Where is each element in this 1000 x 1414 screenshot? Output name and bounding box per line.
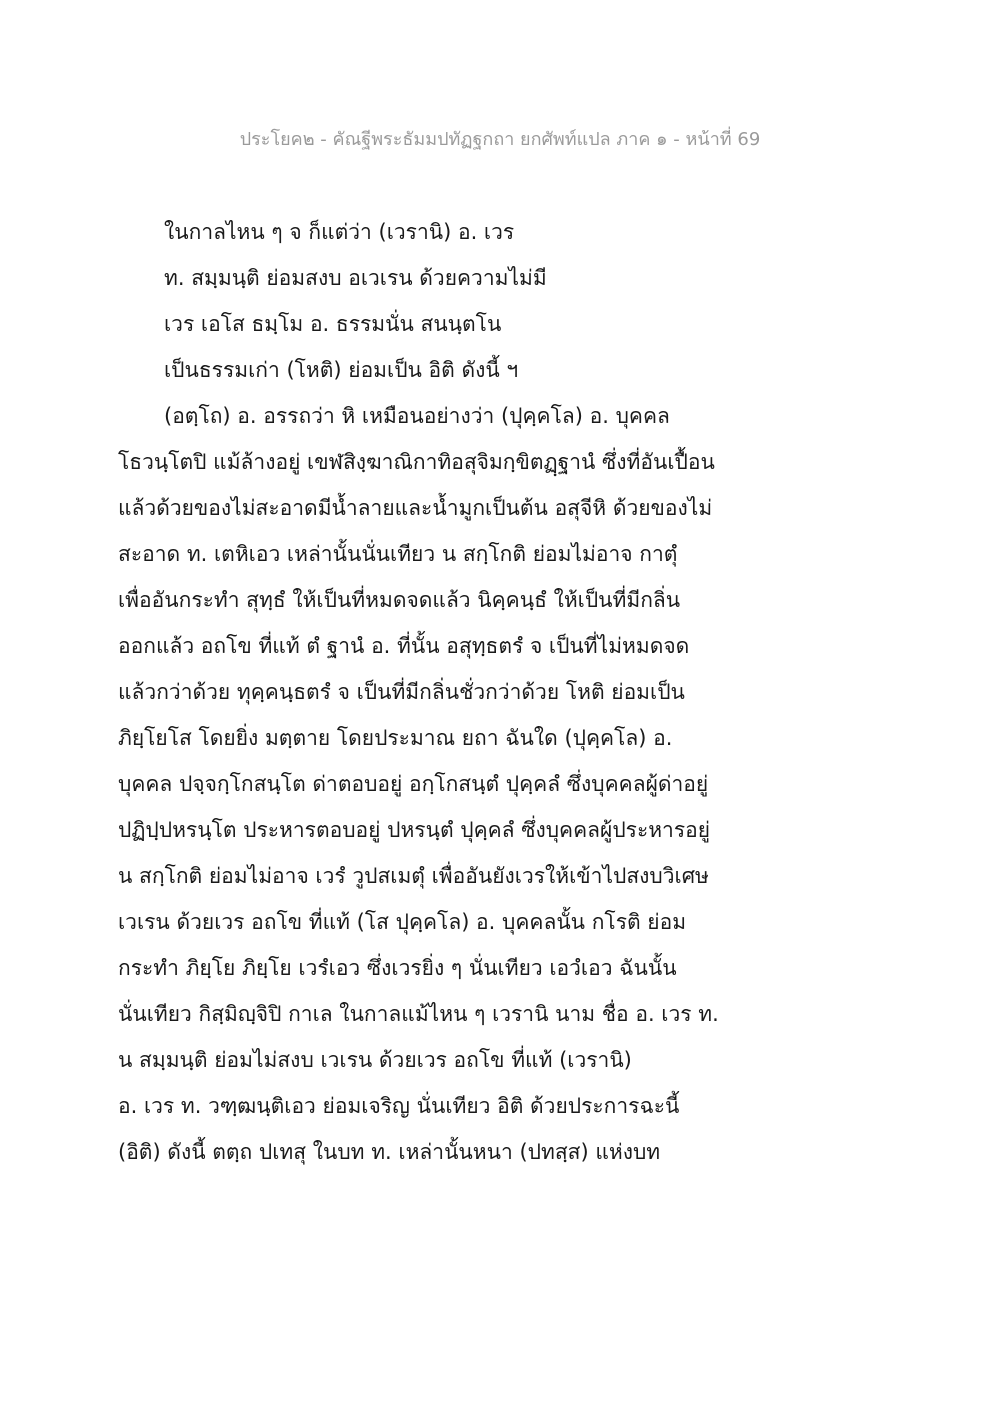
text-line: แล้วด้วยของไม่สะอาดมีน้ำลายและน้ำมูกเป็นต้น อสุจีหิ ด้วยของไม่ bbox=[118, 496, 713, 520]
text-line: บุคคล ปจฺจกฺโกสนฺโต ด่าตอบอยู่ อกฺโกสนฺตํ ปุคฺคลํ ซึ่งบุคคลผู้ด่าอยู่ bbox=[118, 772, 709, 796]
text-line: โธวนฺโตปิ แม้ล้างอยู่ เขฬสิงฺฆาณิกาทิอสุจิมกฺขิตฏฺฐานํ ซึ่งที่อันเปื้อน bbox=[118, 450, 715, 474]
text-line: (อิติ) ดังนี้ ตตฺถ ปเทสุ ในบท ท. เหล่านั้นหนา (ปทสฺส) แห่งบท bbox=[118, 1140, 661, 1164]
text-line: (อตฺโถ) อ. อรรถว่า หิ เหมือนอย่างว่า (ปุคฺคโล) อ. บุคคล bbox=[164, 404, 670, 428]
text-line: ออกแล้ว อถโข ที่แท้ ตํ ฐานํ อ. ที่นั้น อสุทฺธตรํ จ เป็นที่ไม่หมดจด bbox=[118, 634, 690, 658]
text-line: อ. เวร ท. วฑฺฒนฺติเอว ย่อมเจริญ นั่นเทียว อิติ ด้วยประการฉะนี้ bbox=[118, 1094, 680, 1118]
text-line: เวร เอโส ธมฺโม อ. ธรรมนั่น สนนฺตโน bbox=[164, 312, 502, 336]
text-line: เพื่ออันกระทำ สุทฺธํ ให้เป็นที่หมดจดแล้ว นิคฺคนฺธํ ให้เป็นที่มีกลิ่น bbox=[118, 588, 681, 612]
text-line: น สกฺโกติ ย่อมไม่อาจ เวรํ วูปสเมตุํ เพื่ออันยังเวรให้เข้าไปสงบวิเศษ bbox=[118, 864, 709, 888]
text-line: เป็นธรรมเก่า (โหติ) ย่อมเป็น อิติ ดังนี้ ฯ bbox=[164, 358, 519, 382]
text-line: สะอาด ท. เตหิเอว เหล่านั้นนั่นเทียว น สกฺโกติ ย่อมไม่อาจ กาตุํ bbox=[118, 542, 678, 566]
text-line: ปฏิปฺปหรนฺโต ประหารตอบอยู่ ปหรนฺตํ ปุคฺคลํ ซึ่งบุคคลผู้ประหารอยู่ bbox=[118, 818, 711, 842]
text-line: เวเรน ด้วยเวร อถโข ที่แท้ (โส ปุคฺคโล) อ. บุคคลนั้น กโรติ ย่อม bbox=[118, 910, 687, 934]
page-header: ประโยค๒ - คัณฐีพระธัมมปทัฏฐกถา ยกศัพท์แปล ภาค ๑ - หน้าที่ 69 bbox=[239, 129, 761, 150]
text-line: ในกาลไหน ๆ จ ก็แต่ว่า (เวรานิ) อ. เวร bbox=[164, 220, 515, 244]
text-line: ภิยฺโยโส โดยยิ่ง มตฺตาย โดยประมาณ ยถา ฉันใด (ปุคฺคโล) อ. bbox=[118, 726, 673, 750]
text-line: ท. สมฺมนฺติ ย่อมสงบ อเวเรน ด้วยความไม่มี bbox=[164, 266, 547, 290]
text-line: แล้วกว่าด้วย ทุคฺคนฺธตรํ จ เป็นที่มีกลิ่นชั่วกว่าด้วย โหติ ย่อมเป็น bbox=[118, 680, 685, 704]
page-body bbox=[118, 212, 888, 1178]
text-line: นั่นเทียว กิสฺมิญฺจิปิ กาเล ในกาลแม้ไหน ๆ เวรานิ นาม ชื่อ อ. เวร ท. bbox=[118, 1002, 719, 1026]
text-line: น สมฺมนฺติ ย่อมไม่สงบ เวเรน ด้วยเวร อถโข ที่แท้ (เวรานิ) bbox=[118, 1048, 632, 1072]
text-line: กระทำ ภิยฺโย ภิยฺโย เวรํเอว ซึ่งเวรยิ่ง ๆ นั่นเทียว เอวํเอว ฉันนั้น bbox=[118, 956, 677, 980]
